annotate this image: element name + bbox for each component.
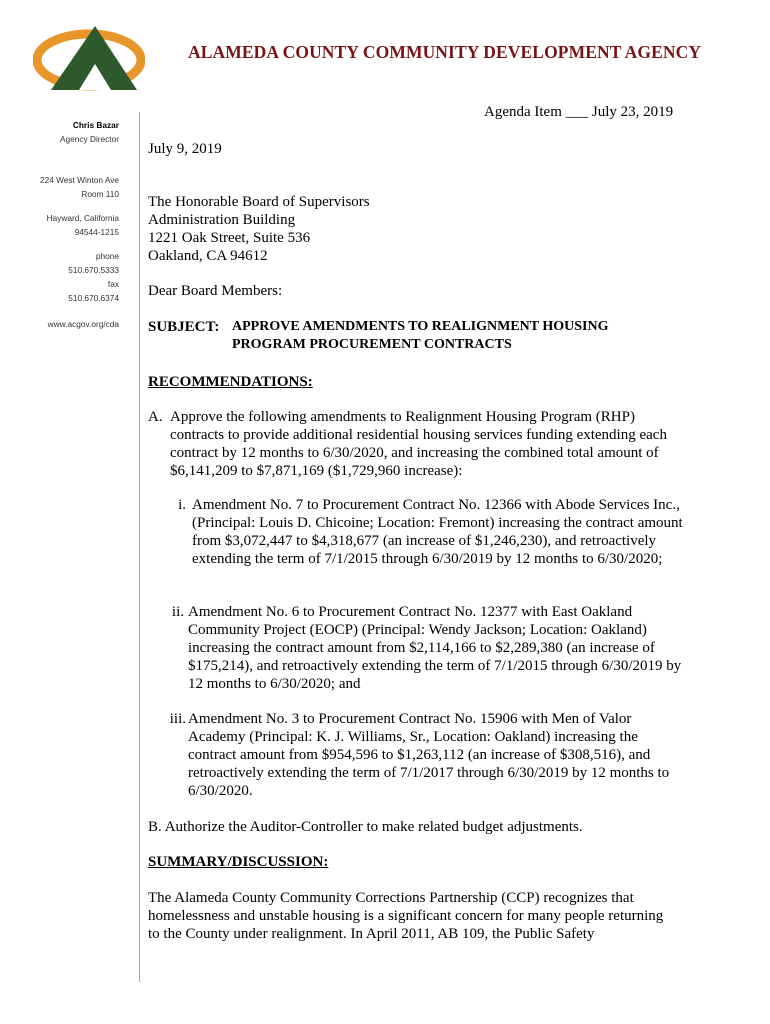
subject-label: SUBJECT:	[148, 319, 220, 335]
sub-item-text: Amendment No. 7 to Procurement Contract No. 12366 with Abode Services Inc., (Principal: Louis D. Chicoine; Location: Fremont) increasing the contract amount from $3,072,447 to $4,318,677 (an increase of $1,246,230), and retroactively extending the term of 7/1/2015 through 6/30/2019 by 12 months to 6/30/2020;	[192, 497, 683, 567]
fax-label: fax	[107, 279, 119, 289]
recommendations-heading: RECOMMENDATIONS:	[148, 374, 313, 390]
rec-a-label: A.	[148, 409, 163, 425]
recipient-line: Administration Building	[148, 212, 296, 228]
summary-heading: SUMMARY/DISCUSSION:	[148, 854, 329, 870]
recipient-block	[148, 193, 688, 265]
agenda-blank: ___	[565, 104, 589, 120]
agenda-label: Agenda Item	[484, 104, 562, 120]
zip-line: 94544-1215	[74, 227, 119, 237]
recipient-line: The Honorable Board of Supervisors	[148, 194, 370, 210]
agency-logo	[33, 24, 145, 92]
subject-block	[148, 318, 688, 354]
address-line2: Room 110	[81, 189, 119, 199]
rec-b-label: B.	[148, 819, 162, 835]
letter-date: July 9, 2019	[148, 141, 222, 157]
recipient-line: 1221 Oak Street, Suite 536	[148, 230, 311, 246]
sub-item-iii	[169, 710, 688, 800]
rec-b-text: Authorize the Auditor-Controller to make related budget adjustments.	[164, 819, 583, 835]
recommendation-a	[148, 408, 688, 480]
summary-text: The Alameda County Community Corrections Partnership (CCP) recognizes that homelessness and unstable housing is a significant concern for many people returning to the County under realignment. In April 2011, AB 109, the Public Safety	[148, 890, 664, 942]
sidebar-divider	[139, 112, 140, 982]
agenda-date: July 23, 2019	[591, 104, 674, 120]
subject-line1: APPROVE AMENDMENTS TO REALIGNMENT HOUSING	[232, 319, 609, 334]
recipient-line: Oakland, CA 94612	[148, 248, 268, 264]
agenda-line	[484, 104, 673, 121]
recommendation-b	[148, 818, 688, 836]
fax-number: 510.670.6374	[68, 293, 119, 303]
sub-item-ii	[171, 603, 688, 693]
phone-number: 510.670.5333	[68, 265, 119, 275]
agency-title: ALAMEDA COUNTY COMMUNITY DEVELOPMENT AGENCY	[188, 42, 702, 62]
director-name: Chris Bazar	[72, 120, 119, 130]
phone-label: phone	[95, 251, 119, 261]
salutation: Dear Board Members:	[148, 283, 283, 299]
sidebar-contact	[20, 118, 119, 331]
rec-a-text: Approve the following amendments to Realignment Housing Program (RHP) contracts to provide additional residential housing services funding extending each contract by 12 months to 6/30/2020, and increasing the combined total amount of $6,141,209 to $7,871,169 ($1,729,960 increase):	[170, 409, 667, 479]
sub-item-label: iii.	[169, 711, 186, 727]
sub-item-i	[178, 496, 692, 568]
sub-item-text: Amendment No. 3 to Procurement Contract No. 15906 with Men of Valor Academy (Principal: K. J. Williams, Sr., Location: Oakland) increasing the contract amount from $954,596 to $1,263,112 (an increase of $308,516), and retroactively extending the term of 7/1/2017 through 6/30/2019 by 12 months to 6/30/2020.	[188, 711, 670, 799]
sub-item-label: i.	[178, 497, 186, 513]
website-link[interactable]: www.acgov.org/cda	[47, 319, 119, 329]
director-title: Agency Director	[59, 134, 119, 144]
city-line: Hayward, California	[46, 213, 119, 223]
sub-item-text: Amendment No. 6 to Procurement Contract No. 12377 with East Oakland Community Project (EOCP) (Principal: Wendy Jackson; Location: Oakland) increasing the contract amount from $2,114,166 to $2,289,380 (an increase of $175,214), and retroactively extending the term of 7/1/2015 through 6/30/2019 by 12 months to 6/30/2020; and	[188, 604, 682, 692]
sub-item-label: ii.	[171, 604, 184, 620]
address-line1: 224 West Winton Ave	[39, 175, 119, 185]
subject-line2: PROGRAM PROCUREMENT CONTRACTS	[232, 337, 512, 352]
